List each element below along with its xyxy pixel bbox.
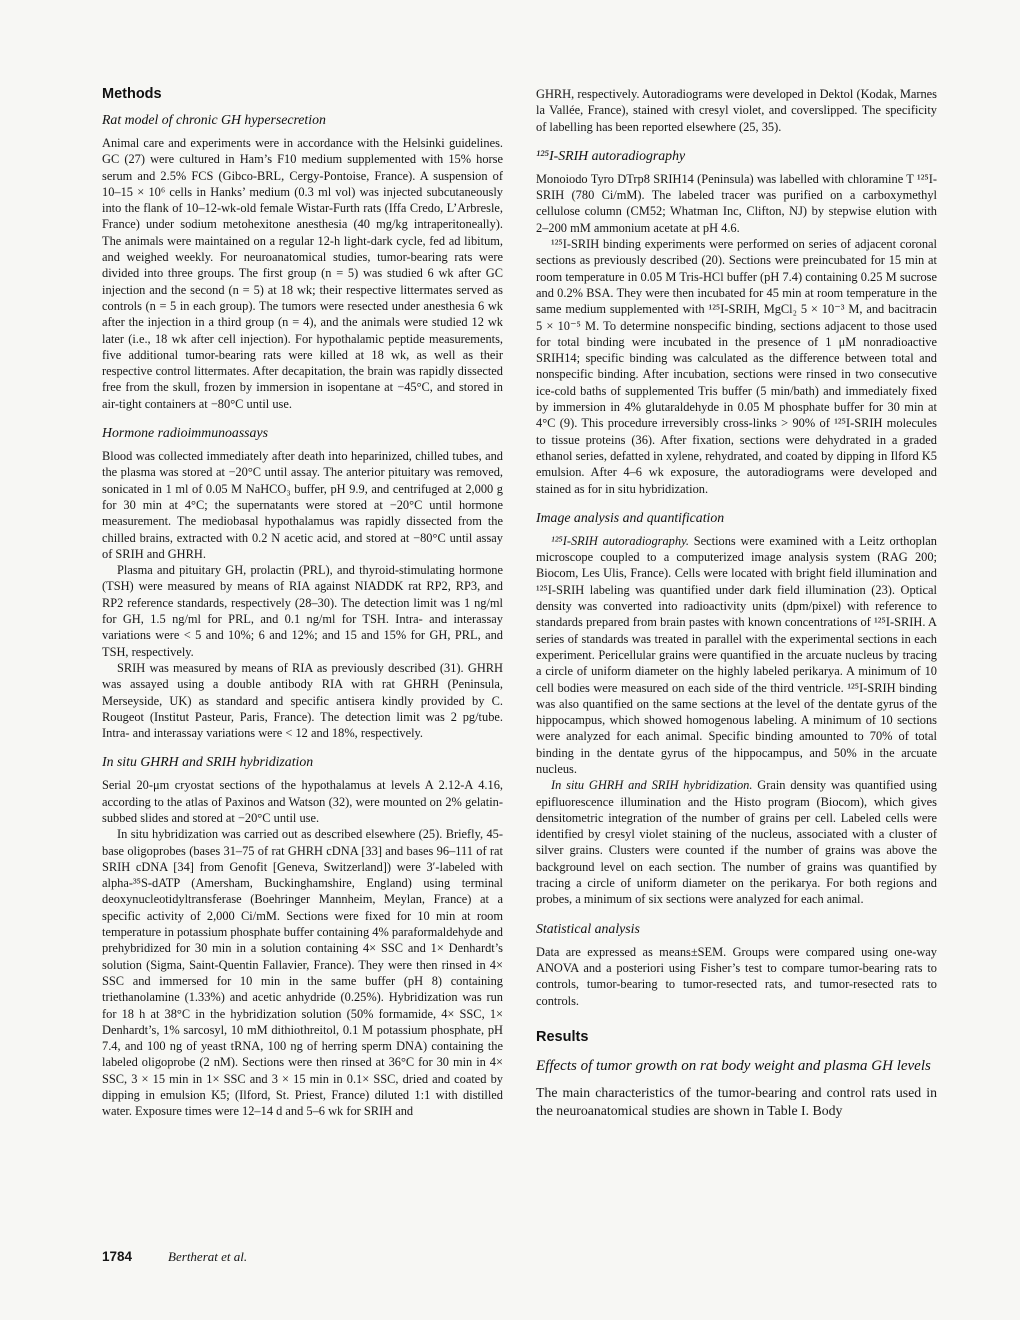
runin-heading-autoradiography: ¹²⁵I-SRIH autoradiography. xyxy=(551,533,689,548)
paragraph-hormone-1: Blood was collected immediately after death into heparinized, chilled tubes, and the plasma was stored at −20°C until assay. The anterior pituitary was removed, sonicated in 1 ml of 0.05 M NaHCO₃ buffer, pH 9.9, and centrifuged at 2,000 g for 30 min at 4°C; the supernatants were stored at −20°C until hormone measurement. The mediobasal hypothalamus was rapidly dissected from the chilled brains, extracted with 0.2 N acetic acid, and stored at −80°C until assay of SRIH and GHRH. xyxy=(102,449,503,561)
results-heading: Results xyxy=(536,1028,589,1045)
right-column xyxy=(536,86,937,1120)
page-number: 1784 xyxy=(102,1249,133,1264)
footer-authors: Bertherat et al. xyxy=(168,1249,248,1264)
paragraph-insitu-1: Serial 20-μm cryostat sections of the hypothalamus at levels A 2.12-A 4.16, according to the atlas of Paxinos and Watson (32), were mounted on 2% gelatin-subbed slides and stored at −20°C until use. xyxy=(102,778,503,825)
paragraph-results: The main characteristics of the tumor-bearing and control rats used in the neuroanatomical studies are shown in Table I. Body xyxy=(536,1084,937,1118)
left-column xyxy=(102,86,503,1120)
paragraph-autoradiography-1: Monoiodo Tyro DTrp8 SRIH14 (Peninsula) was labelled with chloramine T ¹²⁵I-SRIH (780 Ci/mM). The labeled tracer was purified on a carboxymethyl cellulose column (CM52; Whatman Inc, Clifton, NJ) by stepwise elution with 2–200 mM ammonium acetate at pH 4.6. xyxy=(536,171,937,235)
paragraph-statistics: Data are expressed as means±SEM. Groups were compared using one-way ANOVA and a posteriori using Fisher’s test to compare tumor-bearing rats to controls, tumor-bearing to tumor-resected rats, and tumor-resected rats to controls. xyxy=(536,944,937,1008)
paragraph-insitu-2: In situ hybridization was carried out as described elsewhere (25). Briefly, 45-base oligoprobes (bases 31–75 of rat GHRH cDNA [33] and bases 96–111 of rat SRIH cDNA [34] from Genofit [Geneva, Switzerland]) were 3′-labeled with alpha-³⁵S-dATP (Amersham, Buckinghamshire, England) using terminal deoxynucleotidyltransferase (Boehringer Mannheim, Meylan, France) at a specific activity of 2,000 Ci/mM. Sections were fixed for 10 min at room temperature in potassium phosphate buffer containing 4% paraformaldehyde and prehybridized for 30 min in a solution containing 4× SSC and 1× Denhardt’s solution (Sigma, Saint-Quentin Fallavier, France). They were then rinsed in 4× SSC and immersed for 10 min in the same buffer (pH 8) containing triethanolamine (1.33%) and acetic anhydride (0.25%). Hybridization was run for 18 h at 38°C in the hybridization solution (50% formamide, 4× SSC, 1× Denhardt’s, 1% sarcosyl, 10 mM dithiothreitol, 0.1 M potassium phosphate, pH 7.4, and 100 ng of yeast tRNA, 100 ng of herring sperm DNA) containing the labeled oligoprobe (2 nM). Sections were then rinsed at 36°C for 30 min in 4× SSC, 3 × 15 min in 1× SSC and 3 × 15 min in 0.1× SSC, dried and coated by dipping in emulsion K5; (Ilford, St. Priest, France) diluted 1:1 with distilled water. Exposure times were 12–14 d and 5–6 wk for SRIH and xyxy=(102,827,503,1119)
paragraph-rat-model: Animal care and experiments were in accordance with the Helsinki guidelines. GC (27) were cultured in Ham’s F10 medium supplemented with 15% horse serum and 2.5% FCS (Gibco-BRL, Cergy-Pontoise, France). A suspension of 10–15 × 10⁶ cells in Hanks’ medium (0.3 ml vol) was injected subcutaneously into the flank of 10–12-wk-old female Wistar-Furth rats (Iffa Credo, L’Arbresle, France) under sodium metohexitone anesthesia (40 mg/kg intraperitoneally). The animals were maintained on a regular 12-h light-dark cycle, fed ad libitum, and weighed weekly. For neuroanatomical studies, tumor-bearing rats were divided into three groups. The first group (n = 5) was studied 6 wk after GC injection and the second (n = 5) at 18 wk; their respective littermates served as controls (n = 5 in each group). The tumors were resected under anesthesia 6 wk after the injection in a third group (n = 4), and the animals were studied 12 wk later (i.e., 18 wk after cell injection). For hypothalamic peptide measurements, five additional tumor-bearing rats were killed at 18 wk, as well as their respective control littermates. After decapitation, the brain was rapidly dissected free from the skull, frozen by immersion in isopentane at −45°C, and stored in air-tight containers at −80°C until use. xyxy=(102,136,503,411)
paragraph-image-analysis-1-text: Sections were examined with a Leitz orthoplan microscope coupled to a computerized image analysis system (RAG 200; Biocom, Les Ulis, France). Cells were located with bright field illumination and ¹²⁵I-SRIH labeling was quantified under dark field illumination (23). Optical density was converted into radioactivity units (dpm/pixel) with reference to standards prepared from brain pastes with known concentrations of ¹²⁵I-SRIH. A series of standards was treated in parallel with the experimental sections in each experiment. Pericellular grains were quantified in the arcuate nucleus by tracing a circle of uniform diameter on the highly labeled perikarya. A minimum of 10 cell bodies were measured on each side of the third ventricle. ¹²⁵I-SRIH binding was also quantified on the same sections at the level of the dentate gyrus of the hippocampus, which showed homogenous labeling. A minimum of 10 sections were analyzed for each animal. Specific binding amounted to 70% of total binding in the dentate gyrus of the hippocampus, and 50% in the arcuate nucleus. xyxy=(536,533,937,776)
subsection-title-srih-autoradiography: ¹²⁵I-SRIH autoradiography xyxy=(536,147,686,163)
subsection-title-insitu-hybridization: In situ GHRH and SRIH hybridization xyxy=(102,754,314,770)
paragraph-autoradiography-2: ¹²⁵I-SRIH binding experiments were performed on series of adjacent coronal sections as previously described (20). Sections were preincubated for 15 min at room temperature in 0.05 M Tris-HCl buffer (pH 7.4) containing 0.25 M sucrose and 0.2% BSA. They were then incubated for 45 min at room temperature in the same medium supplemented with ¹²⁵I-SRIH, MgCl₂ 5 × 10⁻³ M, and bacitracin 5 × 10⁻⁵ M. To determine nonspecific binding, sections adjacent to those used for total binding were incubated in the presence of 1 μM nonradioactive SRIH14; specific binding was calculated as the difference between total and nonspecific binding. After incubation, sections were rinsed in two consecutive ice-cold baths of supplemented Tris buffer (5 min/bath) and immediately fixed by immersion in 4% glutaraldehyde in 0.05 M phosphate buffer for 30 min at 4°C (9). This procedure irreversibly cross-links > 90% of ¹²⁵I-SRIH molecules to tissue proteins (36). After fixation, sections were dehydrated in a graded ethanol series, defatted in xylene, rehydrated, and coated by dipping in Ilford K5 emulsion. After 4–6 wk exposure, the autoradiograms were developed and stained as for in situ hybridization. xyxy=(536,237,937,496)
paragraph-image-analysis-1 xyxy=(536,533,937,777)
subsection-title-image-analysis: Image analysis and quantification xyxy=(536,509,725,525)
methods-heading: Methods xyxy=(102,86,162,102)
runin-heading-hybridization: In situ GHRH and SRIH hybridization. xyxy=(551,778,753,793)
paragraph-hormone-3: SRIH was measured by means of RIA as previously described (31). GHRH was assayed using a double antibody RIA with rat GHRH (Peninsula, Merseyside, UK) as standard and specific antisera kindly provided by C. Rougeot (Institut Pasteur, Paris, France). The detection limit was 2 pg/tube. Intra- and interassay variations were < 12 and 18%, respectively. xyxy=(102,660,503,741)
two-column-layout xyxy=(102,86,937,1120)
paragraph-hormone-2: Plasma and pituitary GH, prolactin (PRL), and thyroid-stimulating hormone (TSH) were measured by means of RIA against NIADDK rat RP2, RP3, and RP2 reference standards, respectively (28–30). The detection limit was 1 ng/ml for GH, 1.5 ng/ml for PRL, and 0.1 ng/ml for TSH. Intra- and interassay variations were < 5 and 10%; 6 and 12%; and 15 and 15% for GH, PRL, and TSH, respectively. xyxy=(102,563,503,659)
paragraph-image-analysis-2-text: Grain density was quantified using epifluorescence illumination and the Histo program (Biocom), which gives densitometric integration of the number of grains per cell. Labeled cells were identified by cresyl violet staining of the nucleus, associated with a cluster of silver grains. Clusters were counted if the number of grains was above the background level on each section. The number of grains was quantified by tracing a circle of uniform diameter on the perikarya. For both regions and probes, a minimum of six sections were analyzed for each animal. xyxy=(536,778,937,907)
subsection-title-statistical-analysis: Statistical analysis xyxy=(536,920,640,936)
subsection-title-hormone-ria: Hormone radioimmunoassays xyxy=(102,425,268,441)
paragraph-continuation: GHRH, respectively. Autoradiograms were developed in Dektol (Kodak, Marnes la Vallée, France), stained with cresyl violet, and coverslipped. The specificity of labelling has been reported elsewhere (25, 35). xyxy=(536,87,937,134)
paragraph-image-analysis-2 xyxy=(536,777,937,907)
subsection-title-tumor-growth-effects: Effects of tumor growth on rat body weight and plasma GH levels xyxy=(536,1057,931,1074)
subsection-title-rat-model: Rat model of chronic GH hypersecretion xyxy=(102,112,326,127)
page-footer xyxy=(102,1249,247,1265)
